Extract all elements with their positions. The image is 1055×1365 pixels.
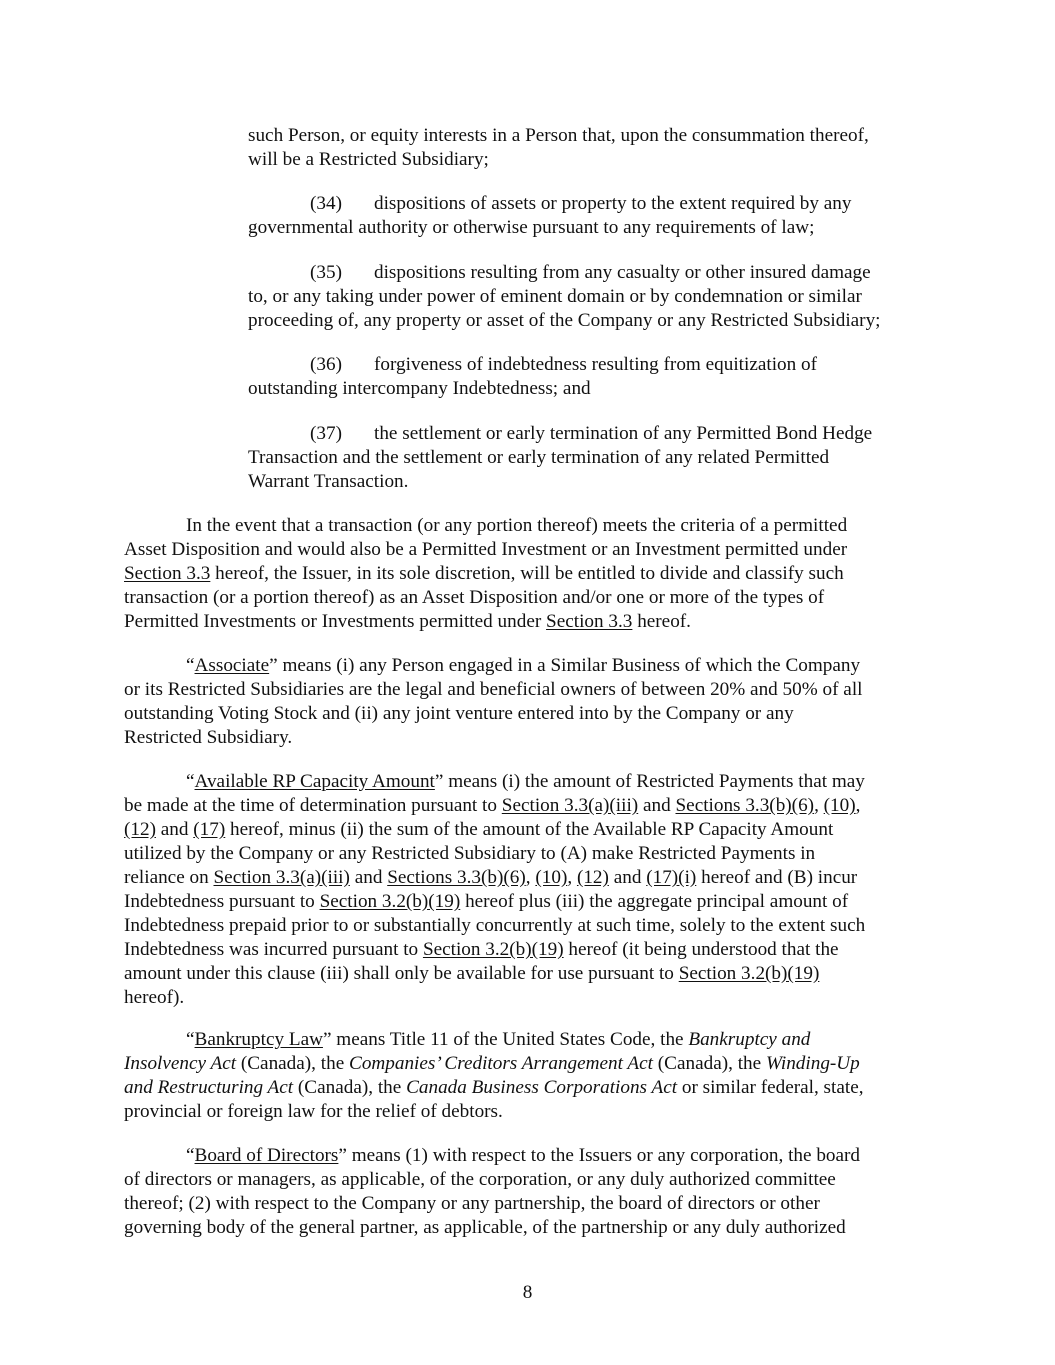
clause-35: (35) dispositions resulting from any casualty or other insured damage to, or any taking under power of eminent domain or by condemnation or similar proceeding of, any property or asset of the Company or any Restricted Subsidiary; [248,262,881,331]
clause-34: (34) dispositions of assets or property to the extent required by any governmental authority or otherwise pursuant to any requirements of law; [248,193,852,238]
section-reference-link[interactable]: (12) [124,819,156,840]
section-reference-link[interactable]: Section 3.2(b)(19) [678,963,820,984]
section-reference-link[interactable]: (17)(i) [646,867,697,888]
section-reference-link[interactable]: Sections 3.3(b)(6) [675,795,815,816]
defined-term: Bankruptcy Law [194,1029,323,1050]
clause-number: (35) [310,262,342,283]
section-reference-link[interactable]: Section 3.3 [124,563,211,584]
defined-term: Associate [194,655,270,676]
clause-number: (34) [310,193,342,214]
clause-number: (37) [310,423,342,444]
clause-37: (37) the settlement or early termination of any Permitted Bond Hedge Transaction and the settlement or early termination of any related Permitted Warrant Transaction. [248,423,873,492]
section-reference-link[interactable]: Section 3.3(a)(iii) [501,795,639,816]
section-reference-link[interactable]: Section 3.3 [546,611,633,632]
definition-associate: “Associate” means (i) any Person engaged in a Similar Business of which the Company or its Restricted Subsidiaries are the legal and beneficial owners of between 20% and 50% of all outstanding Voting Stock and (ii) any joint venture entered into by the Company or any Restricted Subsidiary. [124,655,863,748]
section-reference-link[interactable]: Section 3.3(a)(iii) [213,867,350,888]
definition-board-of-directors: “Board of Directors” means (1) with respect to the Issuers or any corporation, the board of directors or managers, as applicable, of the corporation, or any duly authorized committee thereof; (2) with respect to the Company or any partnership, the board of directors or other governing body of the general partner, as applicable, of the partnership or any duly authorized [124,1145,861,1238]
definition-available-rp-capacity-amount: “Available RP Capacity Amount” means (i) the amount of Restricted Payments that may be made at the time of determination pursuant to Section 3.3(a)(iii) and Sections 3.3(b)(6), (10), (12) and (17) hereof, minus (ii) the sum of the amount of the Available RP Capacity Amount utilized by the Company or any Restricted Subsidiary to (A) make Restricted Payments in reliance on Section 3.3(a)(iii) and Sections 3.3(b)(6), (10), (12) and (17)(i) hereof and (B) incur Indebtedness pursuant to Section 3.2(b)(19) hereof plus (iii) the aggregate principal amount of Indebtedness prepaid prior to or substantially concurrently at such time, solely to the extent such Indebtedness was incurred pursuant to Section 3.2(b)(19) hereof (it being understood that the amount under this clause (iii) shall only be available for use pursuant to Section 3.2(b)(19) hereof). [124,771,866,1008]
clause-33-continuation: such Person, or equity interests in a Person that, upon the consummation thereof, will be a Restricted Subsidiary; [248,125,869,170]
section-reference-link[interactable]: (17) [193,819,226,840]
event-paragraph: In the event that a transaction (or any portion thereof) meets the criteria of a permitted Asset Disposition and would also be a Permitted Investment or an Investment permitted under Section 3.3 hereof, the Issuer, in its sole discretion, will be entitled to divide and classify such transaction (or a portion thereof) as an Asset Disposition and/or one or more of the types of Permitted Investments or Investments permitted under Section 3.3 hereof. [124,515,848,632]
section-reference-link[interactable]: Section 3.2(b)(19) [319,891,461,912]
section-reference-link[interactable]: Sections 3.3(b)(6) [387,867,526,888]
definition-bankruptcy-law: “Bankruptcy Law” means Title 11 of the United States Code, the Bankruptcy and Insolvency Act (Canada), the Companies’ Creditors Arrangement Act (Canada), the Winding-Up and Restructuring Act (Canada), the Canada Business Corporations Act or similar federal, state, provincial or foreign law for the relief of debtors. [124,1029,864,1122]
section-reference-link[interactable]: (10) [823,795,856,816]
defined-term: Board of Directors [194,1145,339,1166]
defined-term: Available RP Capacity Amount [194,771,435,792]
clause-36: (36) forgiveness of indebtedness resulting from equitization of outstanding intercompany Indebtedness; and [248,354,817,399]
section-reference-link[interactable]: (10) [535,867,568,888]
section-reference-link[interactable]: Section 3.2(b)(19) [422,939,564,960]
page-number: 8 [522,1282,533,1303]
section-reference-link[interactable]: (12) [576,867,609,888]
clause-number: (36) [310,354,342,375]
